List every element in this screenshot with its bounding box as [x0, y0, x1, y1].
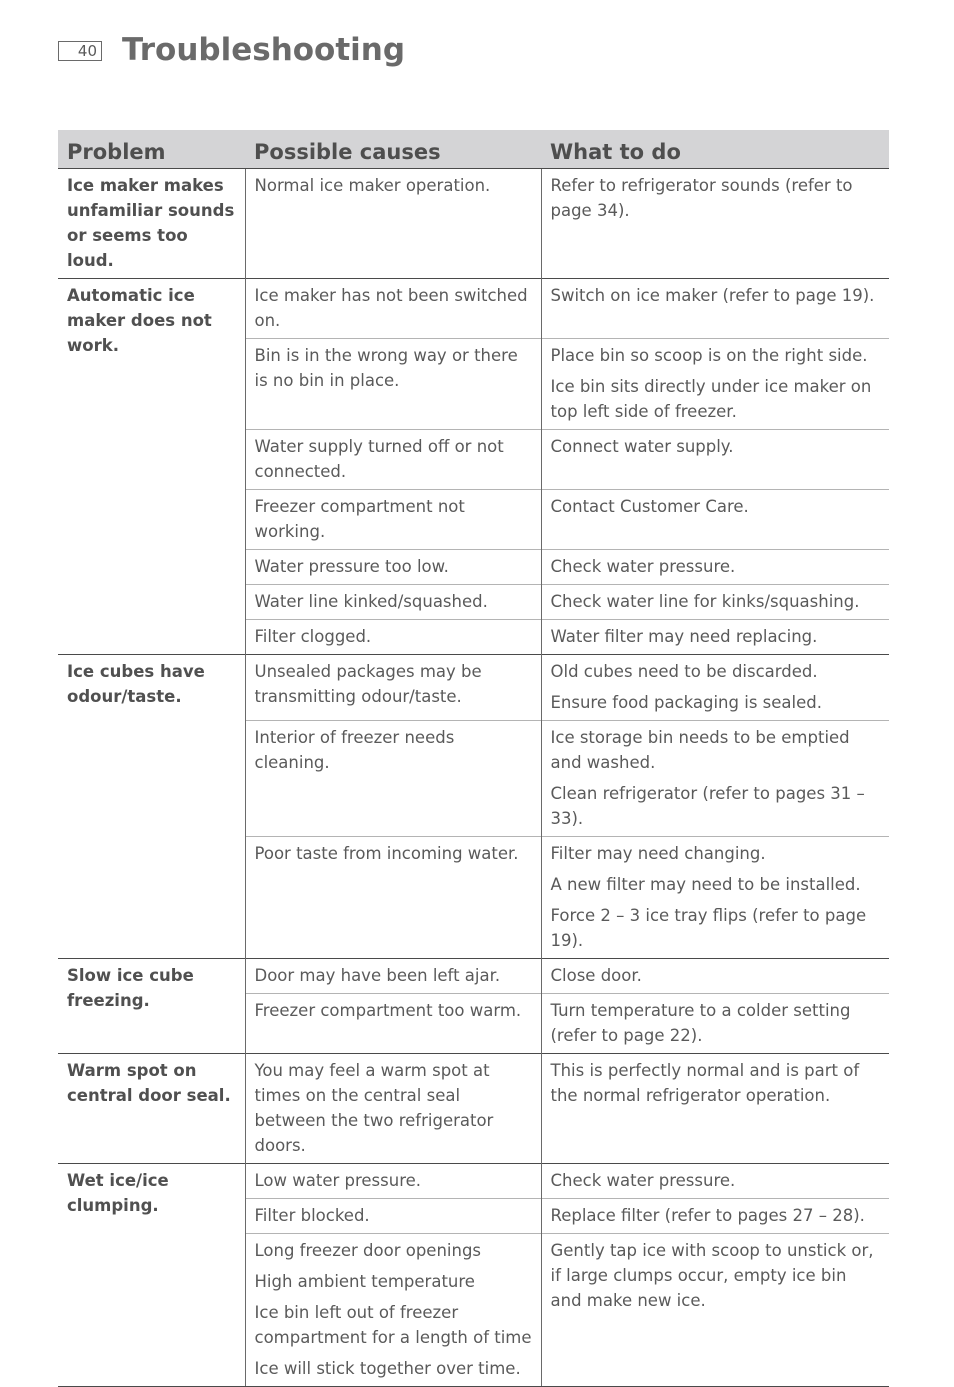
action-text: Close door.	[550, 965, 642, 985]
header-possible-causes: Possible causes	[245, 130, 541, 168]
action-cell	[541, 1198, 889, 1233]
cause-text: Interior of freezer needs cleaning.	[254, 727, 455, 772]
action-cell	[541, 278, 889, 338]
action-text: Old cubes need to be discarded.	[550, 661, 818, 681]
action-cell	[541, 549, 889, 584]
cause-cell	[245, 654, 541, 720]
problem-cell: Automatic ice maker does not work.	[58, 278, 245, 654]
header-problem: Problem	[58, 130, 245, 168]
cause-cell	[245, 584, 541, 619]
cause-text: Long freezer door openings	[254, 1240, 482, 1260]
cause-cell	[245, 1053, 541, 1163]
action-text: Gently tap ice with scoop to unstick or, if large clumps occur, empty ice bin and make new ice.	[550, 1240, 874, 1310]
action-text: Ensure food packaging is sealed.	[550, 692, 822, 712]
table-row	[58, 1163, 889, 1198]
cause-text: Freezer compartment too warm.	[254, 1000, 522, 1020]
cause-cell	[245, 489, 541, 549]
cause-cell	[245, 429, 541, 489]
cause-text: Water pressure too low.	[254, 556, 449, 576]
cause-cell	[245, 549, 541, 584]
action-cell	[541, 836, 889, 958]
action-text: This is perfectly normal and is part of the normal refrigerator operation.	[550, 1060, 860, 1105]
action-cell	[541, 619, 889, 654]
table-row	[58, 168, 889, 278]
action-cell	[541, 584, 889, 619]
cause-text: Normal ice maker operation.	[254, 175, 491, 195]
cause-text: Low water pressure.	[254, 1170, 422, 1190]
troubleshooting-table	[58, 130, 889, 1387]
cause-cell	[245, 168, 541, 278]
action-cell	[541, 654, 889, 720]
cause-text: Ice bin left out of freezer compartment for a length of time	[254, 1302, 532, 1347]
cause-cell	[245, 836, 541, 958]
cause-text: Poor taste from incoming water.	[254, 843, 519, 863]
action-cell	[541, 720, 889, 836]
action-text: Connect water supply.	[550, 436, 734, 456]
action-text: Switch on ice maker (refer to page 19).	[550, 285, 875, 305]
cause-text: Water supply turned off or not connected.	[254, 436, 504, 481]
problem-cell: Slow ice cube freezing.	[58, 958, 245, 1053]
cause-cell	[245, 338, 541, 429]
action-text: Check water pressure.	[550, 1170, 736, 1190]
action-text: Turn temperature to a colder setting (refer to page 22).	[550, 1000, 851, 1045]
action-text: Clean refrigerator (refer to pages 31 – 33).	[550, 783, 865, 828]
cause-cell	[245, 1233, 541, 1386]
table-header-row	[58, 130, 889, 168]
action-cell	[541, 489, 889, 549]
cause-cell	[245, 958, 541, 993]
table-row	[58, 654, 889, 720]
problem-cell: Warm spot on central door seal.	[58, 1053, 245, 1163]
action-cell	[541, 429, 889, 489]
page-title: Troubleshooting	[122, 32, 406, 68]
action-cell	[541, 338, 889, 429]
action-cell	[541, 1233, 889, 1386]
cause-text: Freezer compartment not working.	[254, 496, 465, 541]
cause-text: Unsealed packages may be transmitting odour/taste.	[254, 661, 482, 706]
cause-text: Filter blocked.	[254, 1205, 370, 1225]
action-text: Ice storage bin needs to be emptied and washed.	[550, 727, 850, 772]
action-text: Contact Customer Care.	[550, 496, 749, 516]
action-text: Force 2 – 3 ice tray flips (refer to page 19).	[550, 905, 867, 950]
cause-cell	[245, 619, 541, 654]
table-row	[58, 958, 889, 993]
cause-text: Ice maker has not been switched on.	[254, 285, 528, 330]
action-text: Ice bin sits directly under ice maker on top left side of freezer.	[550, 376, 872, 421]
problem-cell: Wet ice/ice clumping.	[58, 1163, 245, 1386]
table-row	[58, 1053, 889, 1163]
action-text: Check water pressure.	[550, 556, 736, 576]
cause-text: Filter clogged.	[254, 626, 372, 646]
cause-cell	[245, 993, 541, 1053]
table-row	[58, 278, 889, 338]
cause-text: Water line kinked/squashed.	[254, 591, 488, 611]
action-cell	[541, 1163, 889, 1198]
action-text: Water filter may need replacing.	[550, 626, 818, 646]
action-text: Replace filter (refer to pages 27 – 28).	[550, 1205, 865, 1225]
cause-text: Door may have been left ajar.	[254, 965, 501, 985]
problem-cell: Ice cubes have odour/taste.	[58, 654, 245, 958]
cause-text: High ambient temperature	[254, 1271, 475, 1291]
problem-cell: Ice maker makes unfamiliar sounds or seems too loud.	[67, 175, 235, 270]
table-body	[58, 168, 889, 1386]
action-text: Place bin so scoop is on the right side.	[550, 345, 868, 365]
cause-text: Bin is in the wrong way or there is no bin in place.	[254, 345, 518, 390]
cause-text: Ice will stick together over time.	[254, 1358, 521, 1378]
action-text: Check water line for kinks/squashing.	[550, 591, 860, 611]
action-cell	[541, 958, 889, 993]
action-cell	[541, 168, 889, 278]
cause-cell	[245, 1163, 541, 1198]
header-what-to-do: What to do	[541, 130, 889, 168]
action-cell	[541, 993, 889, 1053]
cause-cell	[245, 1198, 541, 1233]
action-cell	[541, 1053, 889, 1163]
cause-text: You may feel a warm spot at times on the central seal between the two refrigerator doors.	[254, 1060, 494, 1155]
page-number: 40	[58, 41, 102, 61]
action-text: Refer to refrigerator sounds (refer to page 34).	[550, 175, 853, 220]
action-text: A new filter may need to be installed.	[550, 874, 861, 894]
cause-cell	[245, 720, 541, 836]
action-text: Filter may need changing.	[550, 843, 766, 863]
cause-cell	[245, 278, 541, 338]
